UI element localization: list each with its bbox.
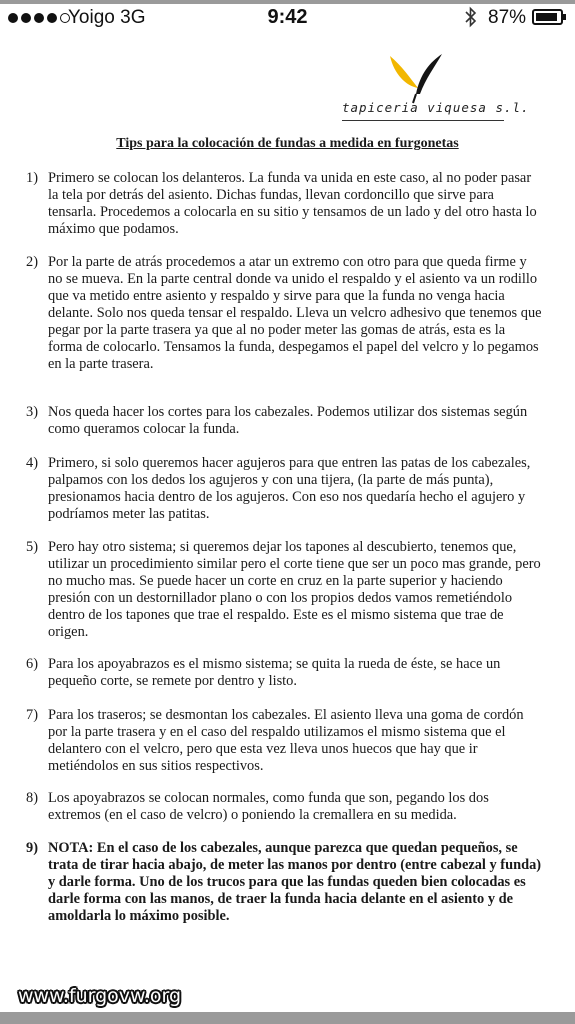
- document-title: Tips para la colocación de fundas a medida en furgonetas: [116, 136, 459, 151]
- list-item: [26, 455, 542, 523]
- item-number: 3): [26, 404, 38, 420]
- item-number: 7): [26, 707, 38, 723]
- item-text: Primero se colocan los delanteros. La funda va unida en este caso, al no poder pasar la tela por detrás del asiento. Dichas fundas, llevan cordoncillo que sirve para tensarla. Procedemos a colocarla en su sitio y tensamos de un lado y del otro hasta lo máximo que podamos.: [48, 170, 537, 237]
- item-number: 6): [26, 656, 38, 672]
- list-item: [26, 170, 542, 238]
- battery-icon: [532, 9, 563, 25]
- battery-cap: [563, 14, 566, 20]
- list-item: [26, 707, 542, 775]
- feather-logo-icon: [380, 48, 450, 104]
- item-text: NOTA: En el caso de los cabezales, aunque parezca que quedan pequeños, se trata de tirar hacia abajo, de meter las manos por dentro (entre cabezal y funda) y darle forma. Uno de los trucos para que las fundas queden bien colocadas es darle forma con las manos, de traer la funda hacia delante en el asiento y de amoldarla lo máximo posible.: [48, 840, 542, 924]
- item-number: 1): [26, 170, 38, 186]
- bluetooth-icon: [463, 6, 479, 28]
- list-item: [26, 656, 542, 690]
- item-text: Primero, si solo queremos hacer agujeros para que entren las patas de los cabezales, palpamos con los dedos los agujeros y con una tijera, (la parte de más punta), presionamos hacia dentro de los agujeros. Con eso nos quedaría hecho el agujero y podríamos meter las patitas.: [48, 455, 531, 522]
- top-edge: [0, 0, 575, 4]
- item-number: 4): [26, 455, 38, 471]
- battery-percentage: 87%: [488, 7, 527, 28]
- list-item: [26, 404, 542, 438]
- item-number: 5): [26, 539, 38, 555]
- status-bar: [0, 0, 575, 34]
- clock: 9:42: [267, 6, 308, 28]
- item-text: Nos queda hacer los cortes para los cabezales. Podemos utilizar dos sistemas según como queramos colocar la funda.: [48, 404, 528, 437]
- list-item: [26, 539, 542, 641]
- item-text: Por la parte de atrás procedemos a atar un extremo con otro para que queda firme y no se mueva. En la parte central donde va unido el respaldo y el asiento va un rodillo que va metido entre asiento y respaldo y sirve para que la funda no venga hacia delante. Solo nos queda tensar el respaldo. Lleva un velcro adhesivo que tenemos que pegar por la parte trasera ya que al no poder meter las gomas de atrás, esta es la forma de colocarlo. Tensamos la funda, despegamos el papel del velcro y lo pegamos en la parte trasera.: [48, 254, 542, 372]
- brand-name: tapiceria viquesa s.l.: [342, 100, 504, 121]
- item-number: 2): [26, 254, 38, 270]
- carrier-label: Yoigo 3G: [68, 7, 146, 28]
- item-number: 8): [26, 790, 38, 806]
- battery-fill: [536, 13, 557, 21]
- item-text: Para los traseros; se desmontan los cabezales. El asiento lleva una goma de cordón por la parte trasera y en el caso del respaldo utilizamos el mismo sistema que el delantero con el velcro, pero que esta vez lleva unos huecos que hay que ir metiéndolos en sus sitios respectivos.: [48, 707, 524, 774]
- item-text: Los apoyabrazos se colocan normales, como funda que son, pegando los dos extremos (en el caso de velcro) o poniendo la cremallera en su medida.: [48, 790, 489, 823]
- item-number: 9): [26, 840, 38, 856]
- list-item: [26, 254, 542, 373]
- bottom-edge: [0, 1012, 575, 1024]
- list-item: [26, 790, 542, 824]
- note-item: [26, 840, 542, 925]
- watermark: www.furgovw.org: [18, 985, 182, 1007]
- item-text: Pero hay otro sistema; si queremos dejar los tapones al descubierto, tenemos que, utilizar un procedimiento similar pero el corte tiene que ser un poco mas grande, pero no mucho mas. Se puede hacer un corte en cruz en la parte superior y haciendo presión con un destornillador plano o con los propios dedos vamos remetiéndolo dentro de los tapones que trae el respaldo. Este es el mismo sistema que trae de origen.: [48, 539, 541, 640]
- item-text: Para los apoyabrazos es el mismo sistema; se quita la rueda de éste, se hace un pequeño corte, se remete por dentro y listo.: [48, 656, 501, 689]
